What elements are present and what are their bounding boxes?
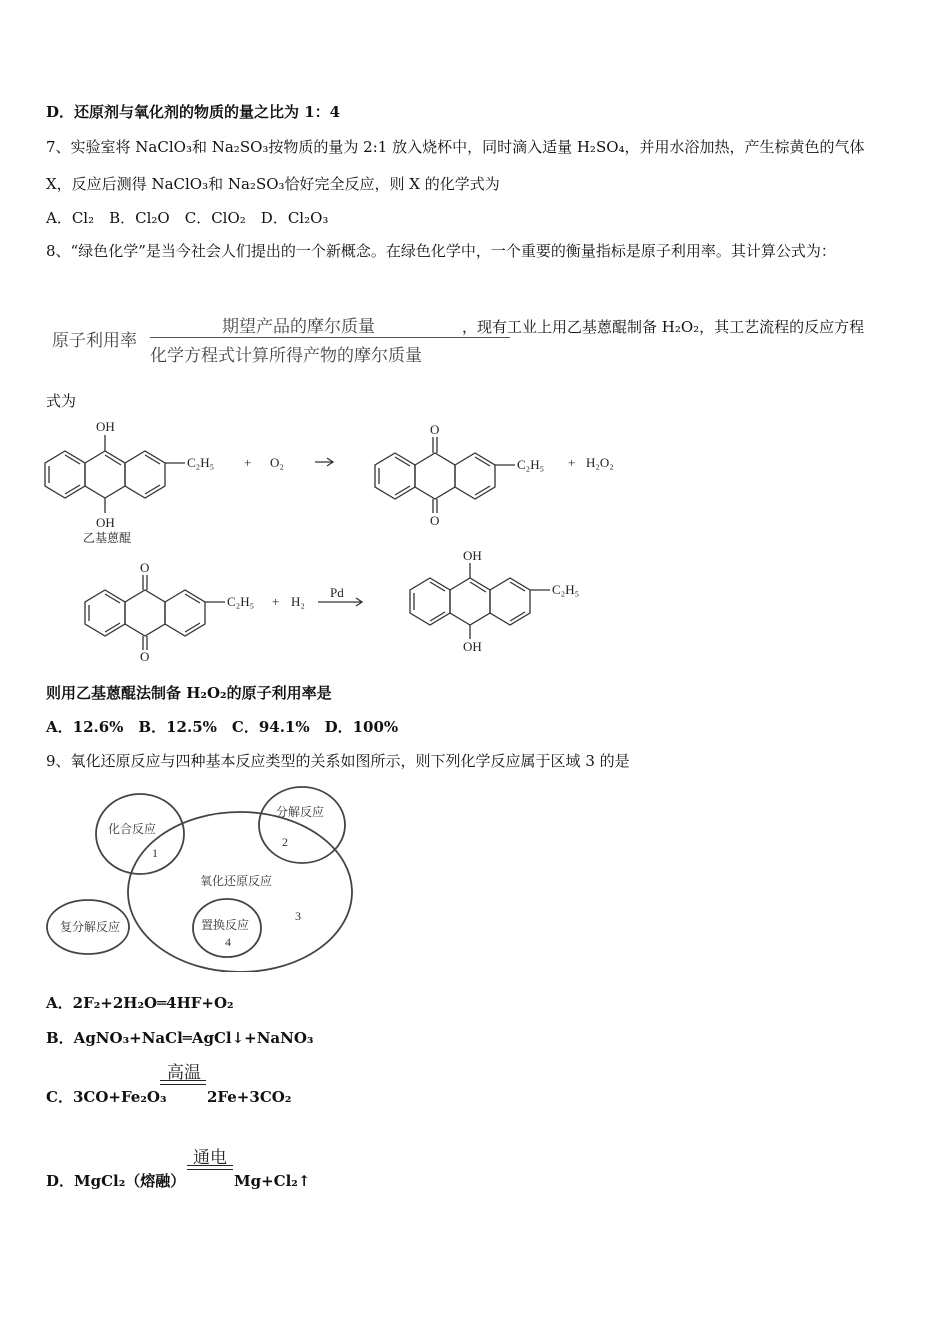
q9-option-a: A．2F₂+2H₂O═4HF+O₂	[46, 994, 234, 1012]
anthrahydroquinone-structure-2	[410, 563, 550, 639]
h2-label: H₂	[291, 594, 305, 609]
region-2: 2	[282, 835, 288, 849]
oh-label-top-1: OH	[96, 419, 115, 434]
q9-option-c-products: 2Fe+3CO₂	[207, 1088, 292, 1106]
displacement-label: 置换反应	[201, 918, 250, 932]
reaction-scheme	[0, 415, 950, 665]
q9-option-d: D．MgCl₂（熔融）	[46, 1172, 186, 1190]
q8-intro: 8、“绿色化学”是当今社会人们提出的一个新概念。在绿色化学中，一个重要的衡量指标是原子利用率。其计算公式为：	[46, 242, 836, 260]
equals-sign-d	[187, 1165, 233, 1170]
formula-numerator: 期望产品的摩尔质量	[222, 317, 375, 337]
region-4: 4	[225, 935, 231, 949]
oh-label-top-2: OH	[463, 548, 482, 563]
ethyl-label-2: C₂H₅	[517, 457, 545, 472]
plus-2: +	[568, 455, 576, 470]
equals-sign-c	[160, 1080, 206, 1085]
o-label-bottom-2: O	[140, 649, 150, 664]
compound-name-label: 乙基蒽醌	[83, 531, 132, 545]
q9-stem: 9、氧化还原反应与四种基本反应类型的关系如图所示，则下列化学反应属于区域 3 的是	[46, 752, 630, 770]
q8-question: 则用乙基蒽醌法制备 H₂O₂的原子利用率是	[46, 684, 332, 702]
o-label-top-1: O	[430, 422, 440, 437]
o-label-top-2: O	[140, 560, 150, 575]
q7-options: A．Cl₂ B．Cl₂O C．ClO₂ D．Cl₂O₃	[46, 209, 329, 227]
ethyl-label-3: C₂H₅	[227, 594, 255, 609]
redox-label: 氧化还原反应	[200, 874, 273, 888]
region-3: 3	[295, 909, 301, 923]
q9-option-c: C．3CO+Fe₂O₃	[46, 1088, 167, 1106]
formula-label: 原子利用率	[52, 331, 137, 351]
q7-stem-line1: 7、实验室将 NaClO₃和 Na₂SO₃按物质的量为 2:1 放入烧杯中，同时滴入适量 H₂SO₄，并用水浴加热，产生棕黄色的气体	[46, 138, 865, 156]
double-decomposition-label: 复分解反应	[60, 920, 121, 934]
redox-circle	[128, 812, 352, 972]
anthrahydroquinone-structure	[45, 435, 185, 513]
o-label-bottom-1: O	[430, 513, 440, 528]
oh-label-bottom-1: OH	[96, 515, 115, 530]
fraction-bar	[150, 337, 510, 338]
h2o2-label: H₂O₂	[586, 455, 614, 470]
oh-label-bottom-2: OH	[463, 639, 482, 654]
pd-catalyst-label: Pd	[330, 585, 344, 600]
ethyl-label-4: C₂H₅	[552, 582, 580, 597]
ethyl-label-1: C₂H₅	[187, 455, 215, 470]
q6-option-d: D．还原剂与氧化剂的物质的量之比为 1：4	[46, 103, 341, 121]
q9-option-b: B．AgNO₃+NaCl═AgCl↓+NaNO₃	[46, 1029, 314, 1047]
reaction-type-venn-diagram	[40, 782, 360, 972]
ethylanthraquinone-structure-2	[85, 575, 225, 650]
q8-options: A．12.6% B．12.5% C．94.1% D．100%	[46, 718, 399, 736]
oxygen-label: O₂	[270, 455, 284, 470]
decomposition-label: 分解反应	[276, 805, 325, 819]
q8-cont: 式为	[46, 392, 77, 410]
q7-stem-line2: X，反应后测得 NaClO₃和 Na₂SO₃恰好完全反应，则 X 的化学式为	[46, 175, 500, 193]
ethylanthraquinone-structure-1	[375, 437, 515, 513]
plus-3: +	[272, 594, 280, 609]
q8-after-formula: ，现有工业上用乙基蒽醌制备 H₂O₂，其工艺流程的反应方程	[462, 318, 865, 336]
formula-denominator: 化学方程式计算所得产物的摩尔质量	[150, 346, 422, 366]
q9-option-d-products: Mg+Cl₂↑	[234, 1172, 311, 1190]
plus-1: +	[244, 455, 252, 470]
combination-label: 化合反应	[108, 822, 157, 836]
region-1: 1	[152, 846, 158, 860]
high-temp-condition: 高温	[167, 1063, 201, 1083]
electrolysis-condition: 通电	[193, 1148, 227, 1168]
